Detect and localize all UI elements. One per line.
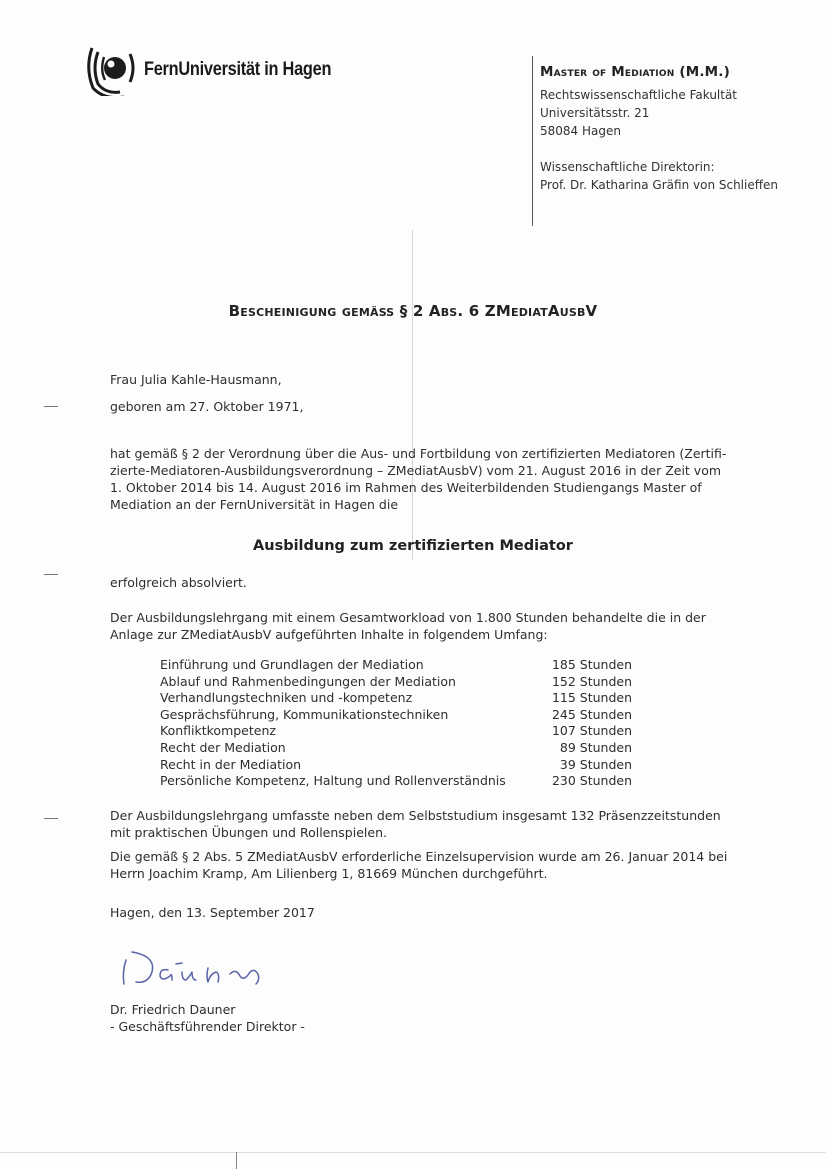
university-logo	[86, 44, 362, 96]
training-title: Ausbildung zum zertifizierten Mediator	[253, 538, 573, 554]
workload-line: Anlage zur ZMediatAusbV aufgeführten Inhalte in folgendem Umfang:	[110, 627, 548, 642]
curriculum-hours: 107 Stunden	[551, 723, 632, 739]
handwritten-signature	[118, 946, 278, 992]
intro-line: Mediation an der FernUniversität in Hagen die	[110, 497, 399, 512]
recipient-name: Frau Julia Kahle-Hausmann,	[110, 372, 282, 387]
university-emblem-icon	[86, 44, 138, 96]
supervision-line: Die gemäß § 2 Abs. 5 ZMediatAusbV erforderliche Einzelsupervision wurde am 26. Januar 2014 bei	[110, 849, 728, 864]
curriculum-hours: 245 Stunden	[551, 706, 632, 722]
curriculum-row	[160, 690, 632, 707]
signatory-name: Dr. Friedrich Dauner	[110, 1002, 236, 1017]
faculty-address	[540, 86, 802, 140]
curriculum-topic: Konfliktkompetenz	[160, 723, 276, 739]
presence-line: mit praktischen Übungen und Rollenspielen.	[110, 825, 387, 840]
punch-mark	[44, 574, 58, 575]
punch-mark	[44, 406, 58, 407]
curriculum-hours: 89 Stunden	[559, 739, 632, 755]
program-abbreviation: (M.M.)	[679, 64, 731, 80]
signatory-role: - Geschäftsführender Direktor -	[110, 1019, 305, 1034]
program-title	[540, 64, 802, 80]
director-label: Wissenschaftliche Direktorin:	[540, 160, 715, 174]
faculty-name: Rechtswissenschaftliche Fakultät	[540, 88, 738, 102]
curriculum-topic: Einführung und Grundlagen der Mediation	[160, 657, 424, 672]
street-address: Universitätsstr. 21	[540, 106, 650, 120]
curriculum-row	[160, 657, 632, 674]
curriculum-hours: 115 Stunden	[551, 690, 632, 706]
curriculum-row	[160, 674, 632, 691]
program-header	[532, 56, 802, 226]
recipient-birthdate: geboren am 27. Oktober 1971,	[110, 399, 304, 414]
director-info	[540, 158, 802, 194]
curriculum-row	[160, 707, 632, 724]
curriculum-topic: Recht der Mediation	[160, 739, 286, 755]
curriculum-hours: 230 Stunden	[551, 773, 632, 789]
curriculum-hours: 39 Stunden	[559, 756, 632, 772]
director-name: Prof. Dr. Katharina Gräfin von Schlieffen	[540, 178, 778, 192]
fold-mark	[236, 1152, 237, 1169]
curriculum-topic: Gesprächsführung, Kommunikationstechniken	[160, 706, 449, 722]
curriculum-row	[160, 757, 632, 774]
curriculum-row	[160, 723, 632, 740]
supervision-line: Herrn Joachim Kramp, Am Lilienberg 1, 81669 München durchgeführt.	[110, 866, 548, 881]
curriculum-hours: 152 Stunden	[551, 673, 632, 689]
intro-line: hat gemäß § 2 der Verordnung über die Aus- und Fortbildung von zertifizierten Mediatoren (Zertifi-	[110, 446, 727, 461]
postal-city: 58084 Hagen	[540, 124, 621, 138]
curriculum-topic: Ablauf und Rahmenbedingungen der Mediation	[160, 673, 456, 689]
page-edge	[0, 1152, 826, 1153]
presence-line: Der Ausbildungslehrgang umfasste neben dem Selbststudium insgesamt 132 Präsenzzeitstunden	[110, 808, 721, 823]
curriculum-topic: Persönliche Kompetenz, Haltung und Rollenverständnis	[160, 773, 506, 789]
fold-line	[412, 230, 413, 560]
place-and-date: Hagen, den 13. September 2017	[110, 905, 315, 920]
curriculum-row	[160, 740, 632, 757]
completion-statement: erfolgreich absolviert.	[110, 575, 247, 590]
university-name: FernUniversität in Hagen	[144, 59, 332, 80]
curriculum-row	[160, 773, 632, 790]
workload-line: Der Ausbildungslehrgang mit einem Gesamtworkload von 1.800 Stunden behandelte die in der	[110, 610, 706, 625]
curriculum-topic: Recht in der Mediation	[160, 756, 302, 772]
intro-line: 1. Oktober 2014 bis 14. August 2016 im Rahmen des Weiterbildenden Studiengangs Master of	[110, 480, 702, 495]
program-name: Master of Mediation	[540, 64, 675, 80]
document-title: Bescheinigung gemäß § 2 Abs. 6 ZMediatAusbV	[228, 302, 598, 320]
curriculum-hours: 185 Stunden	[551, 657, 632, 672]
intro-line: zierte-Mediatoren-Ausbildungsverordnung – ZMediatAusbV) vom 21. August 2016 in der Zeit vom	[110, 463, 722, 478]
punch-mark	[44, 818, 58, 819]
curriculum-table	[160, 657, 632, 790]
curriculum-topic: Verhandlungstechniken und -kompetenz	[160, 690, 413, 706]
